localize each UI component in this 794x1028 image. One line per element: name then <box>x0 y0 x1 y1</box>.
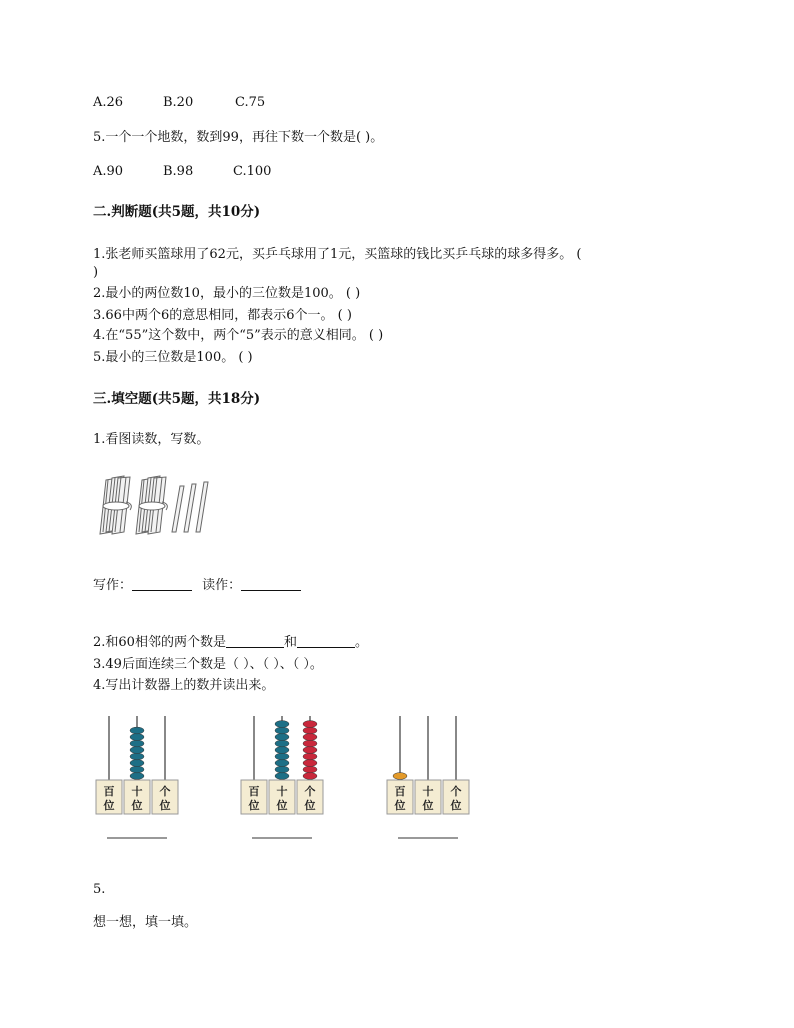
fill-q2-blank-1[interactable] <box>226 635 284 648</box>
write-blank[interactable] <box>132 578 192 591</box>
abacus-2-tens-label-bottom: 位 <box>276 799 288 812</box>
abacus-2-ones-label-top: 个 <box>304 785 316 798</box>
abacus-3-ones-label-top: 个 <box>450 785 462 798</box>
abacus-1-tens-bead <box>130 727 144 734</box>
abacus-2-hundreds-label-bottom: 位 <box>248 799 260 812</box>
q5-text: 5.一个一个地数，数到99，再往下数一个数是( )。 <box>93 130 384 145</box>
abacus-1-hundreds-label-top: 百 <box>103 785 115 798</box>
abacus-1-tens-bead <box>130 753 144 760</box>
abacus-1-tens-bead <box>130 740 144 747</box>
abacus-3-hundreds-bead <box>393 773 407 780</box>
abacus-2-tens-bead <box>275 747 289 754</box>
section3-title: 三.填空题(共5题，共18分) <box>93 391 261 407</box>
write-read-line <box>93 578 301 594</box>
read-label: 读作： <box>202 578 242 593</box>
abacus-1-hundreds-label-bottom: 位 <box>103 799 115 812</box>
abacus-3-hundreds-label-bottom: 位 <box>394 799 406 812</box>
q5-option-a: A.90 <box>93 164 124 179</box>
abacus-2-ones-bead <box>303 760 317 767</box>
abacus-2-ones-bead <box>303 721 317 728</box>
fill-q2-mid: 和 <box>283 635 297 650</box>
abacus-2-ones-bead <box>303 734 317 741</box>
abacus-2-tens-bead <box>275 773 289 780</box>
abacus-group <box>93 712 473 847</box>
abacus-2-ones-bead <box>303 773 317 780</box>
tf-item-2: 2.最小的两位数10，最小的三位数是100。 ( ) <box>93 286 361 301</box>
fill-q4: 4.写出计数器上的数并读出来。 <box>93 678 275 693</box>
abacus-2-ones-bead <box>303 727 317 734</box>
fill-q2-blank-2[interactable] <box>297 635 355 648</box>
abacus-1-tens-label-bottom: 位 <box>131 799 143 812</box>
abacus-2-ones-bead <box>303 766 317 773</box>
abacus-1-tens-bead <box>130 773 144 780</box>
q4-option-b: B.20 <box>163 95 194 110</box>
abacus-2-ones-bead <box>303 747 317 754</box>
q4-option-c: C.75 <box>235 95 266 110</box>
abacus-2-ones-label-bottom: 位 <box>304 799 316 812</box>
abacus-2-tens-bead <box>275 740 289 747</box>
abacus-2-tens-label-top: 十 <box>276 785 288 798</box>
fill-q5-text: 想一想，填一填。 <box>93 915 198 930</box>
fill-q5-number: 5. <box>93 882 106 897</box>
read-blank[interactable] <box>241 578 301 591</box>
fill-q2-pre: 2.和60相邻的两个数是 <box>93 635 226 650</box>
abacus-1-ones-label-top: 个 <box>159 785 171 798</box>
q4-option-a: A.26 <box>93 95 124 110</box>
abacus-2-ones-bead <box>303 740 317 747</box>
abacus-2-hundreds-label-top: 百 <box>248 785 260 798</box>
tf-item-3: 3.66中两个6的意思相同，都表示6个一。 ( ) <box>93 308 352 323</box>
tf-item-1-cont: ) <box>93 265 99 280</box>
bundle-of-ten-2 <box>136 476 167 534</box>
single-stick-2 <box>184 484 196 532</box>
fill-q1: 1.看图读数，写数。 <box>93 432 210 447</box>
abacus-3-tens-label-top: 十 <box>422 785 434 798</box>
abacus-1-tens-bead <box>130 747 144 754</box>
abacus-2-tens-bead <box>275 734 289 741</box>
stick-bundles-illustration <box>98 472 216 538</box>
fill-q3: 3.49后面连续三个数是（ ）、（ ）、（ ）。 <box>93 657 323 672</box>
abacus-1-ones-label-bottom: 位 <box>159 799 171 812</box>
abacus-1-tens-bead <box>130 760 144 767</box>
abacus-1-tens-label-top: 十 <box>131 785 143 798</box>
tf-item-4: 4.在“55”这个数中，两个“5”表示的意义相同。 ( ) <box>93 328 384 343</box>
abacus-3-ones-label-bottom: 位 <box>450 799 462 812</box>
abacus-2-tens-bead <box>275 766 289 773</box>
q5-option-c: C.100 <box>233 164 272 179</box>
write-label: 写作： <box>93 578 133 593</box>
bundle-of-ten-1 <box>100 476 131 534</box>
single-stick-1 <box>172 486 184 532</box>
abacus-2-tens-bead <box>275 760 289 767</box>
single-stick-3 <box>196 482 208 532</box>
fill-q2-post: 。 <box>354 635 368 650</box>
tf-item-5: 5.最小的三位数是100。 ( ) <box>93 350 253 365</box>
abacus-2-tens-bead <box>275 753 289 760</box>
abacus-1-tens-bead <box>130 734 144 741</box>
abacus-3-tens-label-bottom: 位 <box>422 799 434 812</box>
tf-item-1: 1.张老师买篮球用了62元，买乒乓球用了1元，买篮球的钱比买乒乓球的球多得多。 ( <box>93 247 582 262</box>
section2-title: 二.判断题(共5题，共10分) <box>93 204 261 220</box>
abacus-2-tens-bead <box>275 727 289 734</box>
q5-option-b: B.98 <box>163 164 194 179</box>
abacus-3-hundreds-label-top: 百 <box>394 785 406 798</box>
abacus-2-ones-bead <box>303 753 317 760</box>
abacus-1-tens-bead <box>130 766 144 773</box>
abacus-2-tens-bead <box>275 721 289 728</box>
fill-q2 <box>93 635 368 651</box>
